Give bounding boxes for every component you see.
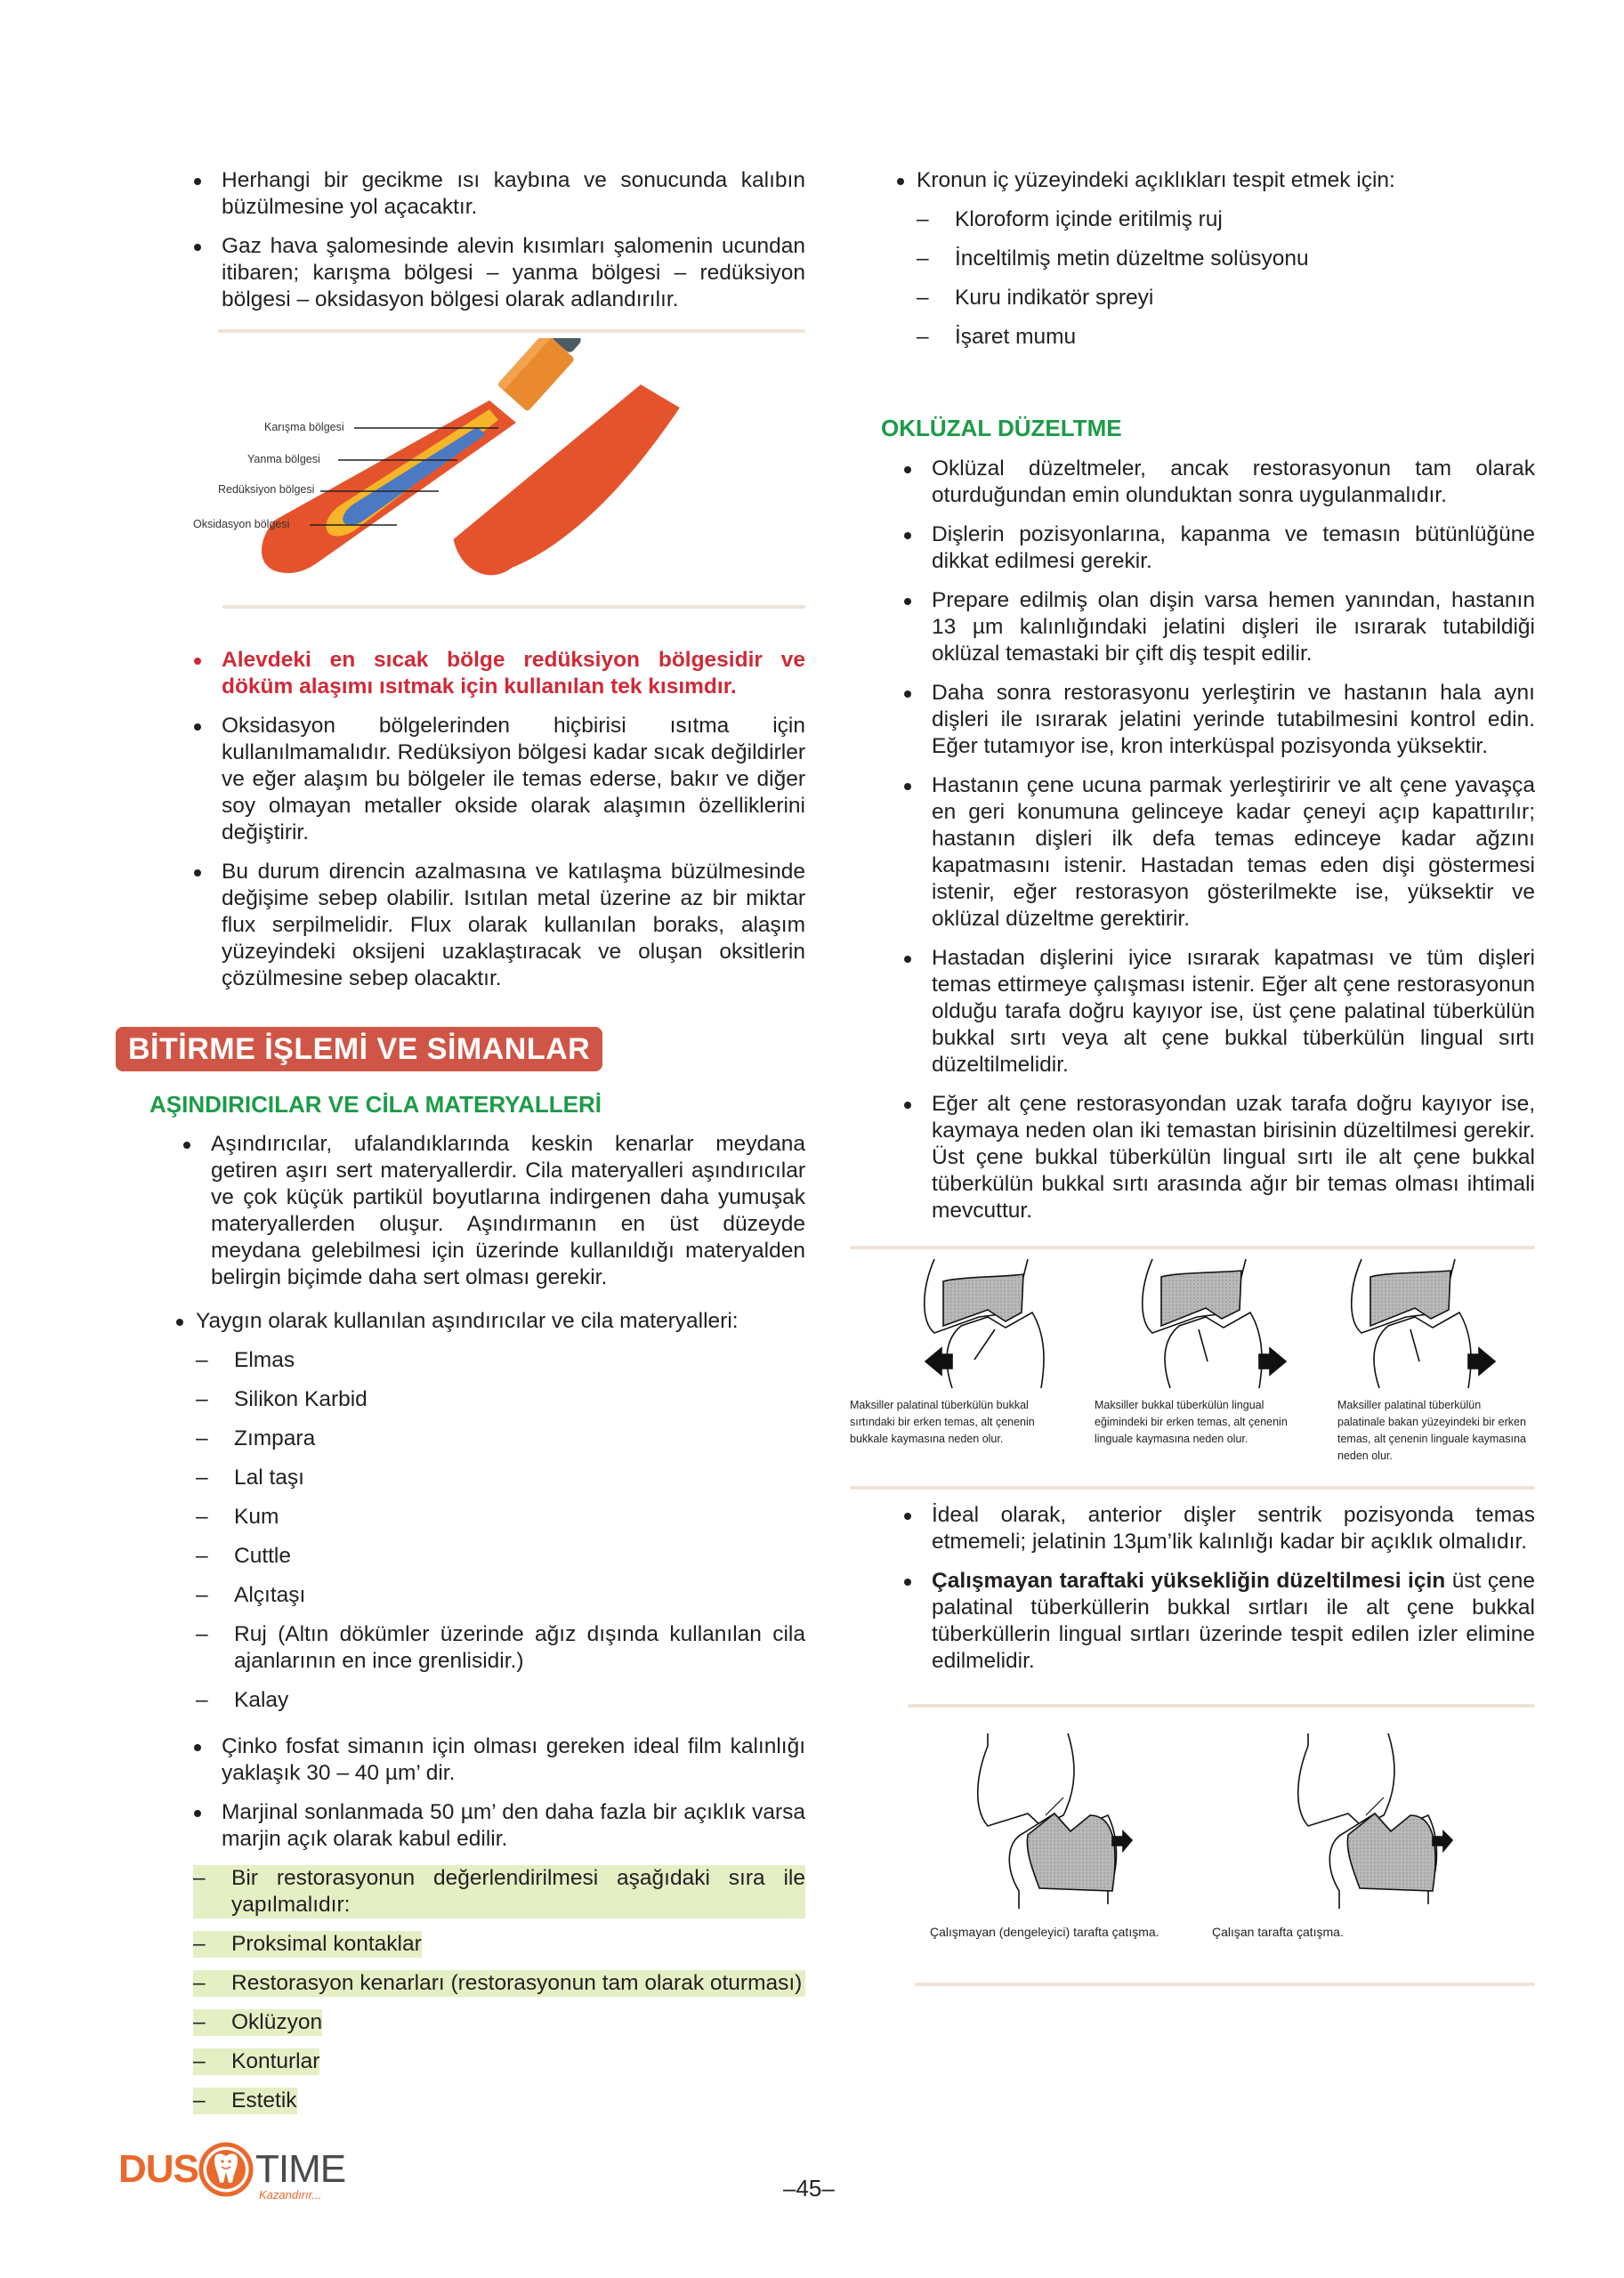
common-bullet — [160, 1308, 805, 1335]
evaluation-item: – Estetik — [193, 2088, 297, 2114]
tooth-diagrams-row2 — [908, 1726, 1539, 1918]
evaluation-item: – Proksimal kontaklar — [193, 1931, 422, 1958]
tooth-caption-1: Maksiller palatinal tüberkülün bukkal sırtındaki bir erken temas, alt çenenin bukkale kaymasına neden olur. — [850, 1399, 1035, 1445]
bullet-item: Hastadan dişlerini iyice ısırarak kapatması ve tüm dişleri temas ettirmeye çalışması istenir. Eğer alt çene restorasyonun olduğu tarafa doğru kayıyor ise, üst çene palatinal tüberkülün bukkal sırtı veya alt çene bukkal tüberkülün lingual sırtı düzeltilmelidir. — [888, 945, 1535, 1078]
materials-list — [196, 1347, 805, 1714]
dustime-logo — [118, 2140, 350, 2202]
bullet-text: üst çene palatinal tüberküllerin bukkal sırtları ile alt çene bukkal tüberküllerin lingual sırtları üzerinde tespit edilen izler elimine edilmelidir. — [932, 1569, 1535, 1673]
material-item: – Alçıtaşı — [196, 1582, 805, 1609]
bullet-item: İdeal olarak, anterior dişler sentrik pozisyonda temas etmemeli; jelatinin 13µm’lik kalınlığı kadar bir açıklık olmalıdır. — [888, 1502, 1535, 1555]
torch-label-reduksiyon: Redüksiyon bölgesi — [218, 483, 315, 496]
evaluation-item: – Restorasyon kenarları (restorasyonun tam olarak oturması) — [193, 1970, 805, 1997]
material-item: – Lal taşı — [196, 1465, 805, 1491]
material-item: – Zımpara — [196, 1426, 805, 1452]
torch-flame-illustration — [222, 338, 810, 605]
premature-contact-figure — [850, 1255, 1535, 1495]
tooth-caption-working: Çalışan tarafta çatışma. — [1212, 1925, 1344, 1939]
tooth-logo-icon — [198, 2142, 254, 2197]
torch-label-yanma: Yanma bölgesi — [247, 453, 320, 465]
material-item: – Kalay — [196, 1687, 805, 1714]
bullet-item: Oksidasyon bölgelerinden hiçbirisi ısıtma için kullanılmamalıdır. Redüksiyon bölgesi kadar sıcak değildirler ve eğer alaşım bu bölgeler ile temas ederse, bakır ve diğer soy olmayan metaller okside olarak alaşımın özelliklerini değiştirir. — [178, 713, 805, 846]
evaluation-item: – Oklüzyon — [193, 2009, 322, 2036]
logo-dus: DUS — [118, 2147, 198, 2191]
page-number: –45– — [783, 2175, 835, 2201]
interference-figure — [908, 1726, 1539, 1993]
cement-section — [178, 1733, 805, 2127]
subsection-heading: AŞINDIRICILAR VE CİLA MATERYALLERİ — [149, 1091, 602, 1118]
materials-section — [160, 1308, 805, 1726]
evaluation-item: – Bir restorasyonun değerlendirilmesi aşağıdaki sıra ile yapılmalıdır: — [193, 1865, 805, 1919]
material-item: – Silikon Karbid — [196, 1386, 805, 1413]
occlusal-heading: OKLÜZAL DÜZELTME — [881, 415, 1122, 441]
bullet-item — [888, 1568, 1535, 1675]
flame-notes — [178, 647, 805, 1005]
material-item: – Elmas — [196, 1347, 805, 1374]
divider — [908, 1704, 1535, 1708]
highlight-bullet: Alevdeki en sıcak bölge redüksiyon bölgesidir ve döküm alaşımı ısıtmak için kullanılan tek kısımdır. — [178, 647, 805, 700]
material-item: – Kum — [196, 1504, 805, 1531]
bullet-item: Eğer alt çene restorasyondan uzak tarafa doğru kayıyor ise, kaymaya neden olan iki temastan birisinin düzeltilmesi gerekir. Üst çene bukkal tüberkülün lingual sırtı ile alt çene bukkal tüberkülün bukkal sırtı arasında ağır bir temas olması ihtimali mevcuttur. — [888, 1091, 1535, 1224]
evaluation-list — [193, 1865, 805, 2114]
bullet-item: Marjinal sonlanmada 50 µm’ den daha fazla bir açıklık varsa marjin açık olarak kabul edilir. — [178, 1799, 805, 1853]
bullet-item: Prepare edilmiş olan dişin varsa hemen yanından, hastanın 13 µm kalınlığındaki jelatini dişleri ile ısırarak tutabildiği oklüzal temastaki bir çift diş tespit edilir. — [888, 587, 1535, 667]
crown-item: – İnceltilmiş metin düzeltme solüsyonu — [917, 246, 1535, 272]
bullet-item: Herhangi bir gecikme ısı kaybına ve sonucunda kalıbın büzülmesine yol açacaktır. — [178, 167, 805, 221]
divider — [222, 605, 805, 609]
nonworking-section — [888, 1502, 1535, 1687]
crown-item: – İşaret mumu — [917, 324, 1535, 351]
bullet-item: Bu durum direncin azalmasına ve katılaşma büzülmesinde değişime sebep olabilir. Isıtılan metal üzerine az bir miktar flux serpilmelidir. Flux olarak kullanılan boraks, alaşım yüzeyindeki oksijeni uzaklaştıracak ve oluşan oksitlerin çözülmesine sebep olacaktır. — [178, 859, 805, 992]
abrasive-bullets — [167, 1131, 805, 1291]
tooth-diagrams-row1 — [850, 1255, 1535, 1388]
material-item: – Ruj (Altın dökümler üzerinde ağız dışında kullanılan cila ajanlarının en ince grenlisidir.) — [196, 1621, 805, 1675]
bullet-item: Dişlerin pozisyonlarına, kapanma ve temasın bütünlüğüne dikkat edilmesi gerekir. — [888, 521, 1535, 575]
bullet-item: Gaz hava şalomesinde alevin kısımları şalomenin ucundan itibaren; karışma bölgesi – yanma bölgesi – redüksiyon bölgesi – oksidasyon bölgesi olarak adlandırılır. — [178, 233, 805, 313]
right-column — [881, 167, 1535, 363]
torch-flame-figure — [193, 338, 810, 614]
bullet-item: Oklüzal düzeltmeler, ancak restorasyonun tam olarak oturduğundan emin olunduktan sonra uygulanmalıdır. — [888, 456, 1535, 509]
cement-bullets — [178, 1733, 805, 1853]
crown-items — [917, 206, 1535, 351]
intro-bullets — [178, 167, 805, 313]
divider — [915, 1983, 1535, 1986]
crown-item: – Kuru indikatör spreyi — [917, 285, 1535, 311]
bullet-item: Hastanın çene ucuna parmak yerleştiririr ve alt çene yavaşça en geri konumuna gelinceye kadar çeneyi açıp kapattırılır; hastanın dişleri ilk defa temas edinceye kadar ağzını kapatmasını istenir. Hastadan temas eden dişi göstermesi istenir, eğer restorasyon gösterilmekte ise, yüksektir ve oklüzal düzeltme gerektirir. — [888, 772, 1535, 933]
occlusal-section — [888, 456, 1535, 1237]
abrasives-section — [149, 1090, 805, 1304]
logo-tagline: Kazandırır... — [259, 2188, 322, 2201]
tooth-caption-3: Maksiller palatinal tüberkülün palatinale bakan yüzeyindeki bir erken temas, alt çenenin linguale kaymasına neden olur. — [1337, 1399, 1526, 1462]
divider — [850, 1486, 1535, 1490]
section-banner: BİTİRME İŞLEMİ VE SİMANLAR — [116, 1027, 602, 1071]
divider — [850, 1246, 1535, 1249]
occlusal-bullets — [888, 456, 1535, 1224]
bold-lead: Çalışmayan taraftaki yüksekliğin düzeltilmesi için — [932, 1569, 1446, 1593]
evaluation-item: – Konturlar — [193, 2048, 319, 2075]
bullet-item: Yaygın olarak kullanılan aşındırıcılar ve cila materyalleri: — [160, 1308, 805, 1335]
left-column — [178, 167, 805, 333]
torch-label-karisma: Karışma bölgesi — [264, 421, 344, 433]
crown-bullet — [881, 167, 1535, 194]
material-item: – Cuttle — [196, 1543, 805, 1570]
logo-time: TIME — [255, 2147, 346, 2191]
divider — [218, 329, 805, 333]
flame-bullets — [178, 647, 805, 992]
crown-item: – Kloroform içinde eritilmiş ruj — [917, 206, 1535, 233]
bullet-item: Çinko fosfat simanın için olması gereken ideal film kalınlığı yaklaşık 30 – 40 µm’ dir. — [178, 1733, 805, 1787]
bullet-item: Kronun iç yüzeyindeki açıklıkları tespit etmek için: — [881, 167, 1535, 194]
torch-label-oksidasyon: Oksidasyon bölgesi — [193, 518, 290, 530]
tooth-caption-nonworking: Çalışmayan (dengeleyici) tarafta çatışma. — [930, 1925, 1159, 1939]
bullet-item: Aşındırıcılar, ufalandıklarında keskin kenarlar meydana getiren aşırı sert materyallerdir. Cila materyalleri aşındırıcılar ve çok küçük partikül boyutlarına indirgenen daha yumuşak materyallerden oluşur. Aşındırmanın en üst düzeyde meydana gelebilmesi için üzerinde kullanıldığı materyalden belirgin biçimde daha sert olması gerekir. — [167, 1131, 805, 1291]
bullet-item: Daha sonra restorasyonu yerleştirin ve hastanın hala aynı dişleri ile ısırarak jelatini yerinde tutabilmesini kontrol edin. Eğer tutamıyor ise, kron interküspal pozisyonda yüksektir. — [888, 680, 1535, 760]
tooth-caption-2: Maksiller bukkal tüberkülün lingual eğimindeki bir erken temas, alt çenenin linguale kaymasına neden olur. — [1095, 1399, 1288, 1445]
nonworking-bullets — [888, 1502, 1535, 1675]
